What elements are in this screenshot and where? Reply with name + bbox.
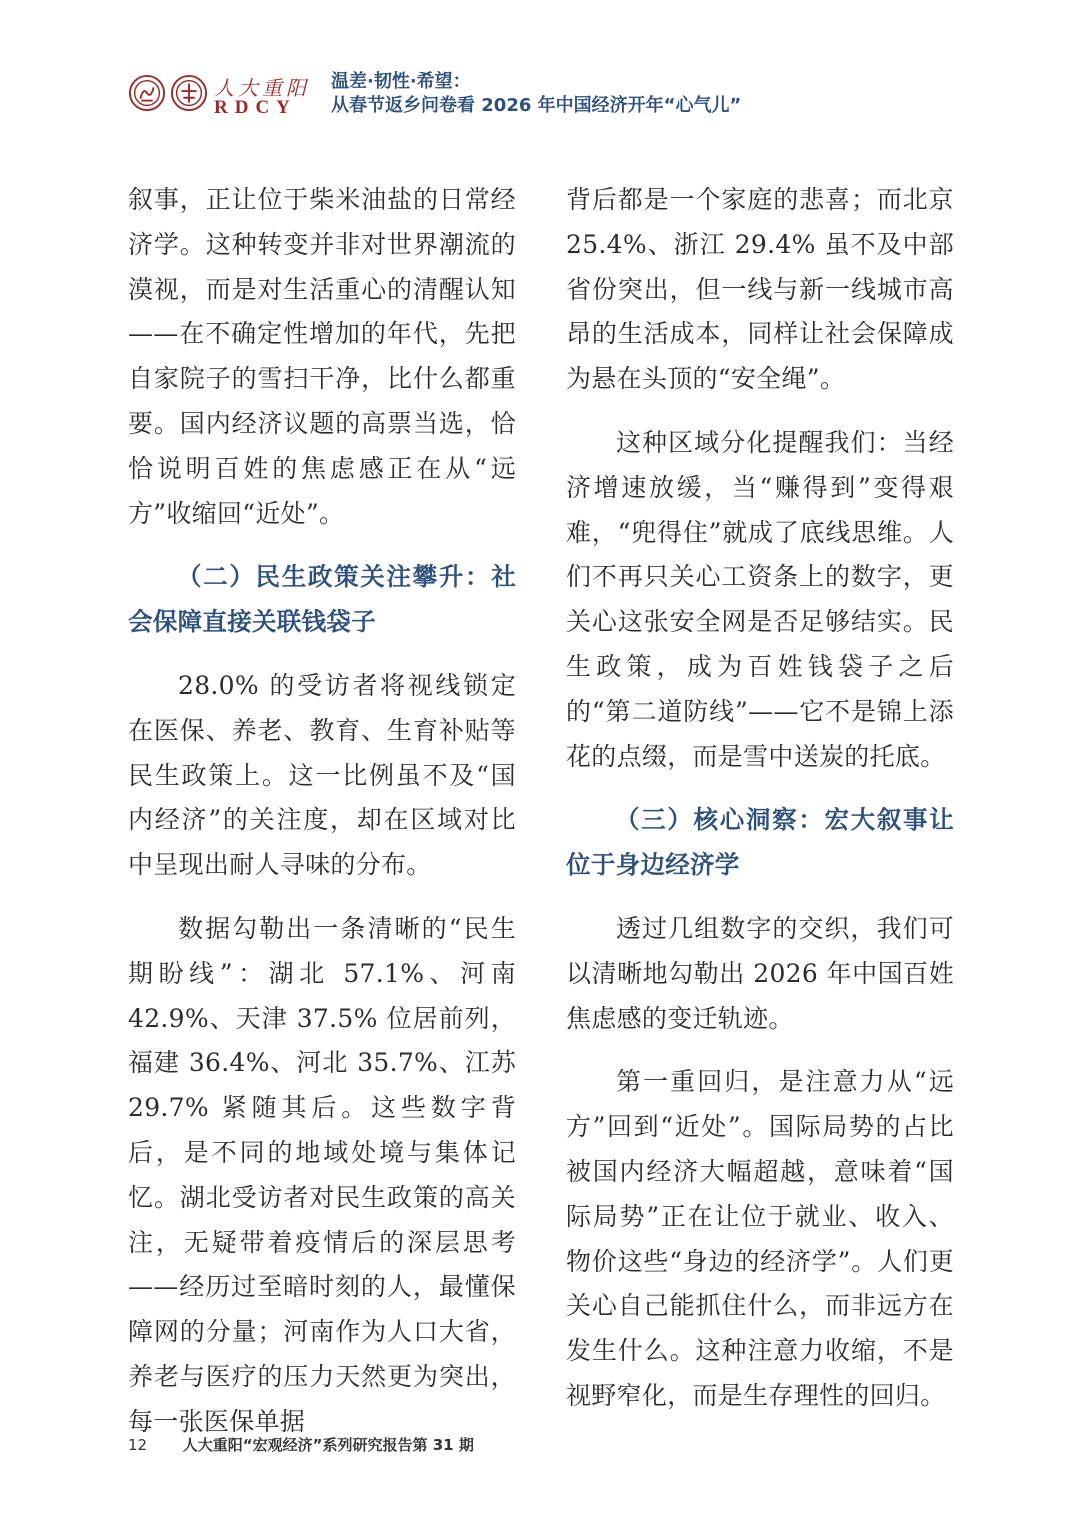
paragraph: 背后都是一个家庭的悲喜；而北京 25.4%、浙江 29.4% 虽不及中部省份突出，但一线与新一线城市高昂的生活成本，同样让社会保障成为悬在头顶的“安全绳”。 <box>566 185 954 394</box>
paragraph: 透过几组数字的交织，我们可以清晰地勾勒出 2026 年中国百姓焦虑感的变迁轨迹。 <box>566 913 954 1033</box>
page-number: 12 <box>128 1436 148 1454</box>
ruc-seal-logo-icon <box>170 74 208 112</box>
paragraph: 叙事，正让位于柴米油盐的日常经济学。这种转变并非对世界潮流的漠视，而是对生活重心的清醒认知——在不确定性增加的年代，先把自家院子的雪扫干净，比什么都重要。国内经济议题的高票当选，恰恰说明百姓的焦虑感正在从“远方”收缩回“近处”。 <box>128 185 516 528</box>
report-title-line2: 从春节返乡问卷看 2026 年中国经济开年“心气儿” <box>331 95 742 116</box>
page-footer <box>128 1434 474 1455</box>
report-title-line1: 温差·韧性·希望： <box>331 71 471 92</box>
section-heading-2: （二）民生政策关注攀升：社会保障直接关联钱袋子 <box>128 562 516 637</box>
right-column <box>566 178 954 1419</box>
rdcy-seal-logo-icon <box>128 74 166 112</box>
left-column <box>128 178 516 1445</box>
logo-chinese-name: 人大重阳 <box>214 76 310 100</box>
page-header <box>124 70 954 130</box>
paragraph: 数据勾勒出一条清晰的“民生期盼线”：湖北 57.1%、河南 42.9%、天津 37.5% 位居前列，福建 36.4%、河北 35.7%、江苏 29.7% 紧随其后。这些数字背后，是不同的地域处境与集体记忆。湖北受访者对民生政策的高关注，无疑带着疫情后的深层思考——经历过至暗时刻的人，最懂保障网的分量；河南作为人口大省，养老与医疗的压力天然更为突出，每一张医保单据 <box>128 913 516 1436</box>
section-heading-3: （三）核心洞察：宏大叙事让位于身边经济学 <box>566 805 954 880</box>
paragraph: 第一重回归，是注意力从“远方”回到“近处”。国际局势的占比被国内经济大幅超越，意味着“国际局势”正在让位于就业、收入、物价这些“身边的经济学”。人们更关心自己能抓住什么，而非远方在发生什么。这种注意力收缩，不是视野窄化，而是生存理性的回归。 <box>566 1067 954 1410</box>
paragraph: 这种区域分化提醒我们：当经济增速放缓，当“赚得到”变得艰难，“兜得住”就成了底线思维。人们不再只关心工资条上的数字，更关心这张安全网是否足够结实。民生政策，成为百姓钱袋子之后的“第二道防线”——它不是锦上添花的点缀，而是雪中送炭的托底。 <box>566 427 954 771</box>
logo-english-name: RDCY <box>214 97 297 118</box>
paragraph: 28.0% 的受访者将视线锁定在医保、养老、教育、生育补贴等民生政策上。这一比例虽不及“国内经济”的关注度，却在区域对比中呈现出耐人寻味的分布。 <box>128 670 516 880</box>
report-series-title: 人大重阳“宏观经济”系列研究报告第 31 期 <box>182 1436 474 1454</box>
report-title <box>331 70 741 118</box>
